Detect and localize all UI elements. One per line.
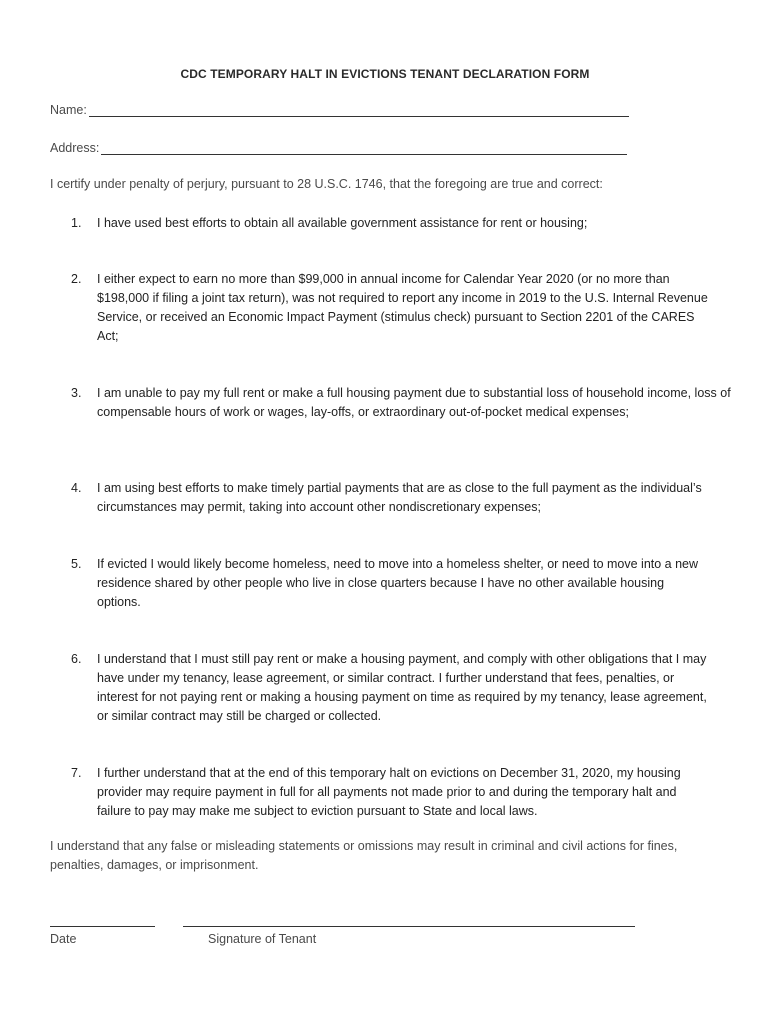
item-number: 7. — [71, 766, 82, 780]
item-number: 3. — [71, 386, 82, 400]
item-text: I have used best efforts to obtain all available government assistance for rent or housing; — [97, 216, 588, 230]
certify-statement: I certify under penalty of perjury, pursuant to 28 U.S.C. 1746, that the foregoing are true and correct: — [50, 177, 603, 191]
item-text: I am using best efforts to make timely partial payments that are as close to the full payment as the individual’s circumstances may permit, taking into account other nondiscretionary expenses; — [97, 481, 702, 514]
declaration-item-4 — [71, 479, 731, 517]
address-label: Address: — [50, 141, 100, 155]
name-field-row — [50, 103, 629, 117]
item-number: 2. — [71, 272, 82, 286]
closing-statement: I understand that any false or misleading statements or omissions may result in criminal and civil actions for fines, penalties, damages, or imprisonment. — [50, 839, 678, 872]
declaration-item-7 — [71, 764, 731, 821]
declaration-item-2 — [71, 270, 731, 346]
signature-input-line[interactable] — [183, 926, 635, 927]
name-input-line[interactable] — [89, 104, 629, 117]
item-text: I am unable to pay my full rent or make a full housing payment due to substantial loss of household income, loss of compensable hours of work or wages, lay-offs, or extraordinary out-of-pocket medical expenses; — [97, 386, 731, 419]
date-input-line[interactable] — [50, 926, 155, 927]
item-number: 5. — [71, 557, 82, 571]
name-label: Name: — [50, 103, 87, 117]
item-text: I either expect to earn no more than $99,000 in annual income for Calendar Year 2020 (or no more than $198,000 if filing a joint tax return), was not required to report any income in 2019 to the U.S. Internal Revenue Service, or received an Economic Impact Payment (stimulus check) pursuant to Section 2201 of the CARES Act; — [97, 272, 708, 343]
declaration-item-6 — [71, 650, 731, 726]
declaration-item-1 — [71, 214, 731, 233]
item-number: 4. — [71, 481, 82, 495]
address-input-line[interactable] — [101, 142, 627, 155]
item-text: I further understand that at the end of this temporary halt on evictions on December 31, 2020, my housing provider may require payment in full for all payments not made prior to and during the temporary halt and failure to pay may make me subject to eviction pursuant to State and local laws. — [97, 766, 681, 818]
item-text: If evicted I would likely become homeless, need to move into a homeless shelter, or need to move into a new residence shared by other people who live in close quarters because I have no other available housing options. — [97, 557, 699, 609]
address-field-row — [50, 141, 627, 155]
form-title: CDC TEMPORARY HALT IN EVICTIONS TENANT DECLARATION FORM — [180, 67, 590, 81]
item-number: 6. — [71, 652, 82, 666]
declaration-item-5 — [71, 555, 731, 612]
item-text: I understand that I must still pay rent or make a housing payment, and comply with other obligations that I may have under my tenancy, lease agreement, or similar contract. I further understand that fees, penalties, or interest for not paying rent or making a housing payment on time as required by my tenancy, lease agreement, or similar contract may still be charged or collected. — [97, 652, 707, 723]
date-label: Date — [50, 932, 77, 946]
item-number: 1. — [71, 216, 82, 230]
signature-label: Signature of Tenant — [208, 932, 317, 946]
declaration-item-3 — [71, 384, 731, 422]
